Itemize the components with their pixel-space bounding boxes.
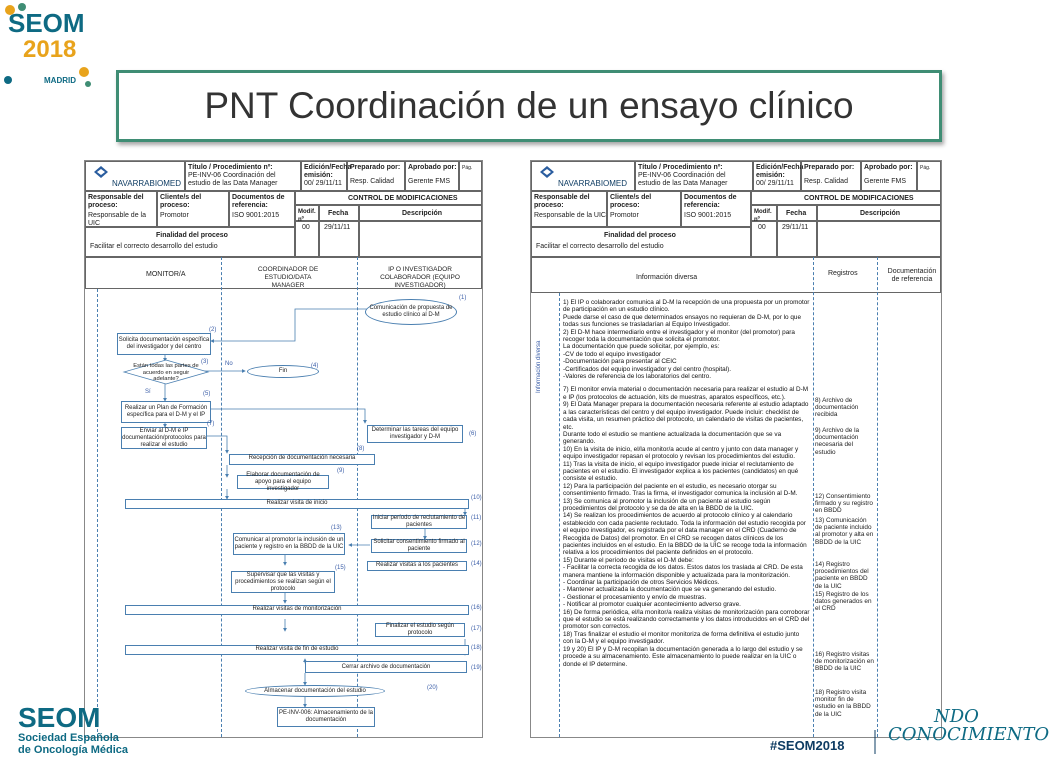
step-5-number: (5) (203, 391, 211, 397)
paragraph: 14) Se realizan los procedimientos de acuerdo al protocolo clínico y al calendario establecido con cada paciente reclutado. Toda la información del estudio recogida por el equipo investigador, es registrada por el data manager en el CRD (Cuaderno de Recogida de Datos) del promotor. En el CRD se recogen datos clínicos de los pacientes incluidos en el estudio. En la BBDD de la UIC se recoge toda la información relativa a los procedimientos del paciente definidos en el protocolo. (563, 512, 807, 557)
step-11-number: (11) (471, 515, 482, 521)
paragraph: -Certificados del equipo investigador y del centro (hospital). (563, 365, 732, 373)
registro-8: 8) Archivo de documentación recibida (815, 397, 859, 419)
seom-logo (0, 0, 98, 94)
approved-label: Aprobado por: (408, 164, 457, 171)
docs-value: ISO 9001:2015 (684, 212, 732, 219)
client-value: Promotor (160, 212, 189, 219)
desc-value-cell (817, 221, 941, 257)
registro-9: 9) Archivo de la documentación necesaria del estudio (815, 427, 860, 456)
step-5-plan-formacion: Realizar un Plan de Formación específica para el D-M y el IP (121, 401, 211, 423)
step-14-number: (14) (471, 561, 482, 567)
prepared-value: Resp. Calidad (804, 178, 848, 185)
step-16-number: (16) (471, 605, 482, 611)
date-value: 29/11/11 (782, 224, 809, 231)
paragraph: -Documentación para presentar al CEIC (563, 358, 677, 366)
step-20-almacenar: Almacenar documentación del estudio (245, 685, 385, 697)
paragraph: - Gestionar el procesamiento y envío de muestras. (563, 593, 707, 601)
step-2-number: (2) (209, 327, 217, 333)
step-18-fin-estudio: Realizar visita de fin de estudio (125, 645, 469, 655)
title-label: Título / Procedimiento nº: (638, 164, 723, 171)
date-header-cell (777, 205, 817, 221)
mod-value-cell (751, 221, 777, 257)
step-9-elaborar: Elaborar documentación de apoyo para el equipo investigador (237, 475, 329, 489)
lane-investigator: IP O INVESTIGADOR COLABORADOR (EQUIPO INVESTIGADOR) (380, 266, 460, 289)
paragraph: 11) Tras la visita de inicio, el equipo investigador puede iniciar el reclutamiento de pacientes en el estudio. El investigador explica a los pacientes (candidatos) en qué consiste el estudio. (563, 460, 799, 483)
footer-tagline (888, 708, 1049, 744)
footer-sub-line-2: de Oncología Médica (18, 744, 129, 756)
edition-label: Edición/Fecha emisión: (304, 164, 352, 179)
registro-12: 12) Consentimiento firmado y su registro en BBDD (815, 493, 873, 515)
registro-13: 13) Comunicación de paciente incluido al promotor y alta en BBDD de la UIC (815, 517, 874, 546)
col-info: Información diversa (636, 274, 698, 281)
changes-label: CONTROL DE MODIFICACIONES (804, 195, 914, 202)
page-cell (917, 161, 941, 191)
company-logo-cell (531, 161, 635, 191)
page-label: Pág. (462, 165, 473, 171)
step-2-solicita: Solicita documentación específica del investigador y del centro (117, 333, 211, 355)
paragraph: 12) Para la participación del paciente en el estudio, es necesario otorgar su consentimiento firmado. Tras la firma, el investigador comunica la inclusión al D-M. (563, 482, 798, 498)
paragraph: Puede darse el caso de que determinados ensayos no requieran de D-M, por lo que todas sus funciones se trasladarían al Equipo Investigador. (563, 313, 802, 329)
paragraph: - Facilitar la correcta recogida de los datos. Estos datos los traslada al CRD. De esta manera mantiene la información disponible y actualizada para la monitorización. (563, 564, 803, 579)
responsible-label: Responsable del proceso: (88, 194, 144, 209)
step-9-number: (9) (337, 468, 345, 474)
date-label: Fecha (328, 210, 349, 217)
registro-14: 14) Registro procedimientos del paciente en BBDD de la UIC (815, 561, 869, 590)
edition-value: 00/ 29/11/11 (756, 180, 794, 187)
step-18-number: (18) (471, 645, 482, 651)
col-docs: Documentación de referencia (887, 268, 937, 283)
responsible-value: Responsable de la UIC (88, 212, 146, 227)
step-13-comunicar: Comunicar al promotor la inclusión de un paciente y registro en la BBDD de la UIC (233, 533, 345, 555)
description-text (563, 299, 811, 668)
desc-label: Descripción (402, 210, 443, 217)
paragraph: La documentación que puede solicitar, por ejemplo, es: (563, 343, 720, 351)
flowchart-document (84, 160, 483, 738)
mod-header-cell (751, 205, 777, 221)
no-label: No (225, 361, 233, 367)
paragraph: 7) El monitor envía material o documentación necesaria para realizar el estudio al D-M e IP (los protocolos de actuación, kits de muestras, aparatos específicos, etc.). (563, 386, 809, 401)
step-6-number: (6) (469, 431, 477, 437)
footer-tagline-1: NDO (934, 706, 979, 727)
paragraph: - Mantener actualizada la documentación que se va generando del estudio. (563, 586, 777, 594)
registro-18: 18) Registro visita monitor fin de estudio en la BBDD de la UIC (815, 689, 871, 718)
step-4-number: (4) (311, 363, 319, 369)
prepared-value: Resp. Calidad (350, 178, 394, 185)
title-cell (635, 161, 753, 191)
step-3-number: (3) (201, 359, 209, 365)
paragraph: - Coordinar la participación de otros Servicios Médicos. (563, 579, 720, 587)
purpose-label: Finalidad del proceso (604, 232, 676, 239)
col-divider-1 (813, 257, 814, 737)
mod-value: 00 (758, 224, 766, 231)
title-value: PE-INV-06 Coordinación del estudio de las Data Manager (638, 172, 728, 187)
company-name: NAVARRABIOMED (558, 179, 628, 188)
edition-cell (753, 161, 804, 191)
purpose-value: Facilitar el correcto desarrollo del estudio (536, 243, 664, 250)
prepared-cell (801, 161, 861, 191)
step-12-number: (12) (471, 541, 482, 547)
step-17-number: (17) (471, 626, 482, 632)
registro-16: 16) Registro visitas de monitorización en BBDD de la UIC (815, 651, 874, 673)
yes-label: Sí (145, 389, 151, 395)
footer-hashtag: #SEOM2018 (770, 738, 845, 753)
purpose-label: Finalidad del proceso (156, 232, 228, 239)
columns-header (531, 257, 941, 293)
paragraph: - Notificar al promotor cualquier acontecimiento adverso grave. (563, 601, 741, 609)
step-14-visitas-pacientes: Realizar visitas a los pacientes (367, 561, 467, 571)
paragraph: 1) El IP o colaborador comunica al D-M la recepción de una propuesta por un promotor de participación en un estudio clínico. (563, 299, 810, 314)
edition-label: Edición/Fecha emisión: (756, 164, 804, 179)
step-17-finalizar: Finalizar el estudio según protocolo (375, 623, 465, 637)
step-15-number: (15) (335, 565, 346, 571)
paragraph: 13) Se comunica al promotor la inclusión de un paciente al estudio según procedimientos del protocolo y se da de alta en la BBDD de la UIC. (563, 497, 771, 512)
date-value-cell (777, 221, 817, 257)
paragraph: 10) En la visita de inicio, el/la monitor/a acude al centro y junto con data manager y equipo investigador repasan el protocolo y revisan los procedimientos del estudio. (563, 445, 799, 461)
footer-tagline-2: CONOCIMIENTO (888, 724, 1049, 745)
paragraph: -Valores de referencia de los laboratorios del centro. (563, 373, 712, 381)
step-16-monitorizacion: Realizar visitas de monitorización (125, 605, 469, 615)
col-divider-2 (877, 257, 878, 737)
desc-label: Descripción (860, 210, 901, 217)
approved-value: Gerente FMS (864, 178, 907, 185)
mod-label: Modif. nº (298, 209, 316, 223)
title-label: Título / Procedimiento nº: (188, 164, 273, 171)
step-19-cerrar-archivo: Cerrar archivo de documentación (305, 661, 467, 673)
step-10-number: (10) (471, 495, 482, 501)
paragraph: 19 y 20) El IP y D-M recopilan la documentación generada a lo largo del estudio y se procede a su almacenamiento. Este almacenamiento lo puede realizar en la UIC o donde el IP determine. (563, 645, 803, 668)
footer-sub-line-1: Sociedad Española (18, 732, 119, 744)
title-value: PE-INV-06 Coordinación del estudio de las Data Manager (188, 172, 278, 187)
date-value: 29/11/11 (324, 224, 351, 231)
step-19-number: (19) (471, 665, 482, 671)
paragraph: 9) El Data Manager prepara la documentación necesaria referente al estudio adaptado a las características del centro y del equipo investigador. Puede incluir: checklist de cada visita, un resumen práctico del protocolo, un calendario de visitas de pacientes, etc. (563, 401, 809, 431)
docs-label: Documentos de referencia: (684, 194, 737, 209)
company-name: NAVARRABIOMED (112, 179, 182, 188)
footer-divider (874, 730, 876, 754)
docs-label: Documentos de referencia: (232, 194, 285, 209)
approved-cell (861, 161, 917, 191)
responsible-value: Responsable de la UIC (534, 212, 606, 219)
changes-cell (751, 191, 941, 205)
paragraph: 16) De forma periódica, el/la monitor/a realiza visitas de monitorización para corroborar que el estudio se está realizando correctamente y los datos introducidos en el CRD del promotor son correctos. (563, 608, 810, 631)
mod-value: 00 (302, 224, 310, 231)
description-document (530, 160, 942, 738)
docs-cell (681, 191, 751, 227)
date-label: Fecha (786, 210, 807, 217)
footer-seom-subtitle (18, 732, 128, 756)
paragraph: 18) Tras finalizar el estudio el monitor monitoriza de forma definitiva el estudio junto con la D-M y el equipo investigador. (563, 630, 800, 646)
step-15-supervisar: Supervisar que las visitas y procedimientos se realizan según el protocolo (231, 571, 335, 593)
client-label: Cliente/s del proceso: (160, 194, 202, 209)
col-divider-side (559, 293, 560, 737)
step-1-number: (1) (459, 295, 467, 301)
step-20-number: (20) (427, 685, 438, 691)
prepared-label: Preparado por: (804, 164, 855, 171)
step-11-reclutamiento: Iniciar período de reclutamiento de pacientes (372, 515, 466, 528)
mod-label: Modif. nº (754, 209, 772, 223)
purpose-value: Facilitar el correcto desarrollo del estudio (90, 243, 218, 250)
responsible-cell (531, 191, 607, 227)
step-1-propuesta: Comunicación de propuesta de estudio clínico al D-M (365, 299, 457, 325)
lane-monitor: MONITOR/A (146, 271, 186, 278)
desc-header-cell (817, 205, 941, 221)
col-registros: Registros (828, 270, 858, 277)
docs-value: ISO 9001:2015 (232, 212, 280, 219)
navarrabiomed-logo-icon (540, 166, 554, 178)
client-value: Promotor (610, 212, 639, 219)
step-7-number: (7) (207, 421, 215, 427)
edition-value: 00/ 29/11/11 (304, 180, 342, 187)
client-label: Cliente/s del proceso: (610, 194, 652, 209)
step-4-fin: Fin (247, 365, 319, 378)
responsible-label: Responsable del proceso: (534, 194, 590, 209)
step-21-pe-inv-006: PE-INV-006: Almacenamiento de la documentación (277, 707, 375, 727)
approved-value: Gerente FMS (408, 178, 451, 185)
logo-name: SEOM (8, 8, 85, 38)
changes-label: CONTROL DE MODIFICACIONES (348, 195, 458, 202)
registro-15: 15) Registro de los datos generados en el CRD (815, 591, 872, 613)
approved-label: Aprobado por: (864, 164, 913, 171)
side-label: Información diversa (536, 340, 542, 393)
prepared-label: Preparado por: (350, 164, 401, 171)
slide-title-box (116, 70, 942, 142)
step-13-number: (13) (331, 525, 342, 531)
client-cell (607, 191, 681, 227)
step-7-enviar-doc: Enviar al D-M e IP documentación/protocolos para realizar el estudio (122, 427, 206, 448)
step-3-decision: Están todas las partes de acuerdo en seguir adelante? (133, 363, 199, 382)
logo-year: 2018 (23, 36, 77, 63)
step-12-consentimiento: Solicitar consentimiento firmado al paciente (371, 539, 467, 553)
step-6-tareas: Determinar las tareas del equipo investigador y D-M (367, 425, 463, 443)
step-10-visita-inicio: Realizar visita de inicio (125, 499, 469, 509)
paragraph: 2) El D-M hace intermediario entre el investigador y el monitor (del promotor) para recoger toda la documentación que solicita el promotor. (563, 328, 795, 344)
purpose-cell (531, 227, 751, 257)
paragraph: -CV de todo el equipo investigador (563, 350, 662, 358)
lane-coordinator: COORDINADOR DE ESTUDIO/DATA MANAGER (257, 266, 319, 289)
logo-city: MADRID (44, 76, 76, 85)
footer-seom-logo: SEOM (18, 702, 101, 733)
paragraph: Durante todo el estudio se mantiene actualizada la documentación que se va generando. (563, 430, 782, 446)
page-label: Pág. (920, 165, 931, 171)
slide-title: PNT Coordinación de un ensayo clínico (204, 85, 854, 126)
step-8-number: (8) (357, 446, 365, 452)
step-8-recepcion: Recepción de documentación necesaria (229, 454, 375, 465)
paragraph: 15) Durante el período de visitas el D-M debe: (563, 556, 694, 564)
